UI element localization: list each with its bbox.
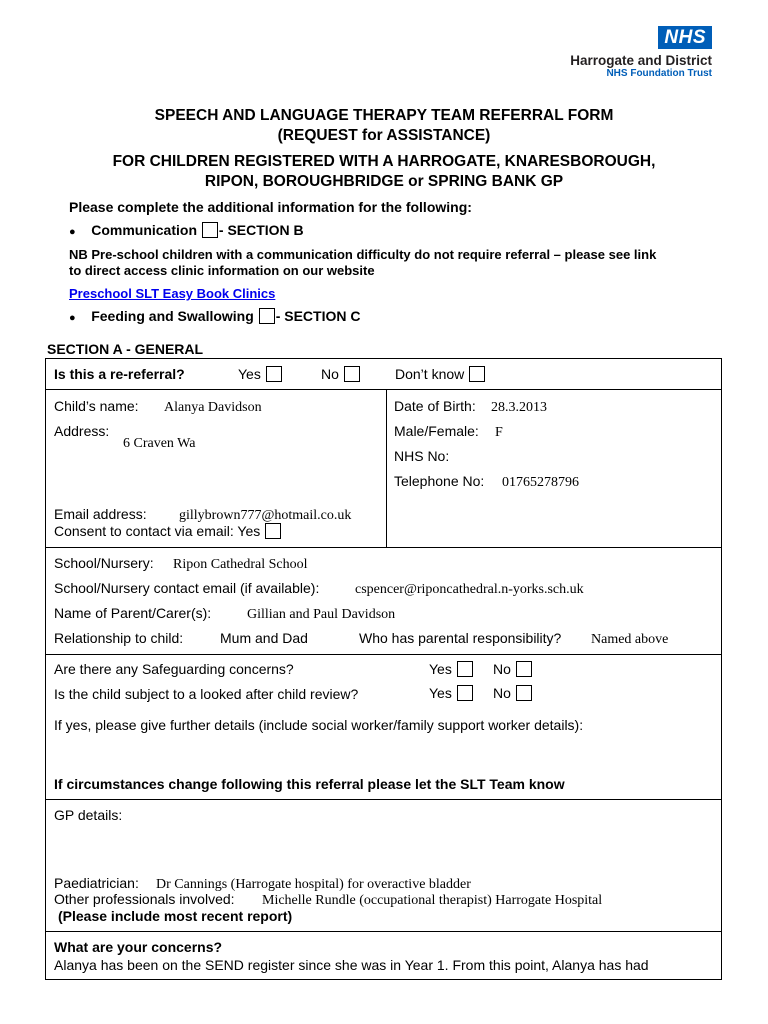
school-email-value: cspencer@riponcathedral.n-yorks.sch.uk bbox=[355, 582, 584, 597]
safeguarding-no-checkbox[interactable] bbox=[516, 661, 532, 677]
eligibility-heading-line1: FOR CHILDREN REGISTERED WITH A HARROGATE, KNARESBOROUGH, bbox=[112, 153, 656, 170]
nhs-number-label: NHS No: bbox=[394, 448, 450, 464]
sex-label: Male/Female: bbox=[394, 423, 479, 439]
form-title: SPEECH AND LANGUAGE THERAPY TEAM REFERRAL FORM bbox=[154, 107, 614, 124]
consent-yes-checkbox[interactable] bbox=[265, 523, 281, 539]
trust-subtitle: NHS Foundation Trust bbox=[606, 68, 712, 79]
communication-section: - SECTION B bbox=[218, 222, 304, 238]
address-value: 6 Craven Wa bbox=[123, 436, 196, 451]
feeding-option bbox=[69, 308, 360, 324]
parental-responsibility-label: Who has parental responsibility? bbox=[359, 630, 562, 646]
dob-label: Date of Birth: bbox=[394, 398, 476, 414]
communication-label: Communication bbox=[91, 222, 197, 238]
further-details-label: If yes, please give further details (include social worker/family support worker details): bbox=[54, 717, 584, 733]
nhs-badge: NHS bbox=[658, 26, 712, 49]
dont-know-label: Don’t know bbox=[395, 366, 465, 382]
looked-after-no-checkbox[interactable] bbox=[516, 685, 532, 701]
looked-after-question: Is the child subject to a looked after child review? bbox=[54, 686, 359, 702]
concerns-value: Alanya has been on the SEND register since she was in Year 1. From this point, Alanya has had bbox=[54, 957, 649, 973]
address-label: Address: bbox=[54, 423, 110, 439]
form-subtitle: (REQUEST for ASSISTANCE) bbox=[277, 127, 491, 144]
trust-name: Harrogate and District bbox=[570, 53, 712, 68]
feeding-label: Feeding and Swallowing bbox=[91, 308, 254, 324]
consent-label: Consent to contact via email: Yes bbox=[54, 523, 261, 539]
complete-note: Please complete the additional information for the following: bbox=[69, 199, 472, 215]
nb-note-line1: NB Pre-school children with a communication difficulty do not require referral – please see link bbox=[69, 247, 657, 262]
paediatrician-label: Paediatrician: bbox=[54, 875, 139, 891]
no-label: No bbox=[493, 661, 511, 677]
rereferral-yes bbox=[238, 366, 283, 382]
easy-book-clinics-link[interactable]: Preschool SLT Easy Book Clinics bbox=[69, 286, 276, 301]
section-a-table bbox=[45, 358, 722, 980]
row-divider bbox=[46, 389, 721, 390]
child-name-label: Child’s name: bbox=[54, 398, 139, 414]
rereferral-dont-know-checkbox[interactable] bbox=[469, 366, 485, 382]
email-consent bbox=[54, 523, 282, 539]
section-a-title: SECTION A - GENERAL bbox=[47, 341, 204, 357]
feeding-checkbox[interactable] bbox=[259, 308, 275, 324]
no-label: No bbox=[493, 685, 511, 701]
gp-details-label: GP details: bbox=[54, 807, 123, 823]
email-value: gillybrown777@hotmail.co.uk bbox=[179, 508, 352, 523]
eligibility-heading-line2: RIPON, BOROUGHBRIDGE or SPRING BANK GP bbox=[204, 173, 564, 190]
safeguarding-yes-checkbox[interactable] bbox=[457, 661, 473, 677]
relationship-label: Relationship to child: bbox=[54, 630, 184, 646]
row-divider bbox=[46, 799, 721, 800]
row-divider bbox=[46, 547, 721, 548]
rereferral-no bbox=[321, 366, 361, 382]
other-professionals-label: Other professionals involved: bbox=[54, 891, 235, 907]
bullet-icon: ● bbox=[69, 226, 76, 238]
rereferral-no-checkbox[interactable] bbox=[344, 366, 360, 382]
yes-label: Yes bbox=[238, 366, 261, 382]
safeguarding-yes bbox=[429, 661, 474, 677]
school-label: School/Nursery: bbox=[54, 555, 154, 571]
telephone-value: 01765278796 bbox=[502, 475, 579, 490]
looked-after-yes bbox=[429, 685, 474, 701]
school-value: Ripon Cathedral School bbox=[173, 557, 308, 572]
feeding-section: - SECTION C bbox=[275, 308, 361, 324]
email-label: Email address: bbox=[54, 506, 147, 522]
parent-label: Name of Parent/Carer(s): bbox=[54, 605, 212, 621]
sex-value: F bbox=[495, 425, 503, 440]
safeguarding-question: Are there any Safeguarding concerns? bbox=[54, 661, 294, 677]
row-divider bbox=[46, 931, 721, 932]
communication-checkbox[interactable] bbox=[202, 222, 218, 238]
circumstances-note: If circumstances change following this referral please let the SLT Team know bbox=[54, 776, 565, 792]
yes-label: Yes bbox=[429, 685, 452, 701]
looked-after-no bbox=[493, 685, 533, 701]
yes-label: Yes bbox=[429, 661, 452, 677]
bullet-icon: ● bbox=[69, 312, 76, 324]
row-divider bbox=[46, 654, 721, 655]
parental-responsibility-value: Named above bbox=[591, 632, 669, 647]
rereferral-yes-checkbox[interactable] bbox=[266, 366, 282, 382]
nb-note-line2: to direct access clinic information on our website bbox=[69, 263, 375, 278]
other-professionals-value: Michelle Rundle (occupational therapist) Harrogate Hospital bbox=[262, 893, 603, 908]
concerns-question: What are your concerns? bbox=[54, 939, 223, 955]
safeguarding-no bbox=[493, 661, 533, 677]
rereferral-question: Is this a re-referral? bbox=[54, 366, 185, 382]
school-email-label: School/Nursery contact email (if available): bbox=[54, 580, 320, 596]
parent-value: Gillian and Paul Davidson bbox=[247, 607, 396, 622]
telephone-label: Telephone No: bbox=[394, 473, 485, 489]
rereferral-dont-know bbox=[395, 366, 486, 382]
paediatrician-value: Dr Cannings (Harrogate hospital) for overactive bladder bbox=[156, 877, 471, 892]
nhs-logo bbox=[570, 26, 712, 80]
dob-value: 28.3.2013 bbox=[491, 400, 547, 415]
relationship-value: Mum and Dad bbox=[220, 630, 308, 646]
child-name-value: Alanya Davidson bbox=[164, 400, 262, 415]
no-label: No bbox=[321, 366, 339, 382]
communication-option bbox=[69, 222, 304, 238]
column-divider bbox=[386, 389, 387, 547]
report-note: (Please include most recent report) bbox=[58, 908, 293, 924]
looked-after-yes-checkbox[interactable] bbox=[457, 685, 473, 701]
